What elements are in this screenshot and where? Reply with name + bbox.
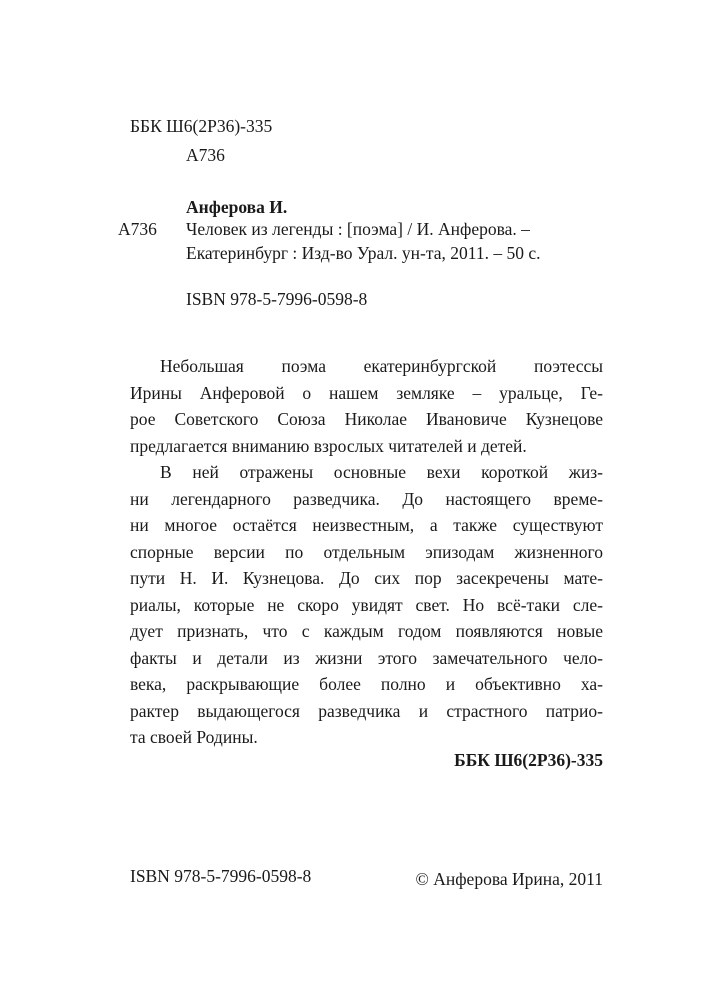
copyright: © Анферова Ирина, 2011 — [415, 869, 603, 889]
annotation-line: века, раскрывающие более полно и объективно ха- — [130, 674, 603, 694]
title-line-2: Екатеринбург : Изд-во Урал. ун-та, 2011. – 50 с. — [186, 243, 541, 263]
annotation-line: ни легендарного разведчика. До настоящего време- — [130, 488, 603, 509]
footer-isbn: ISBN 978-5-7996-0598-8 — [130, 866, 312, 886]
catalog-isbn: ISBN 978-5-7996-0598-8 — [186, 289, 368, 309]
title-line-1: Человек из легенды : [поэма] / И. Анферова. – — [186, 219, 530, 239]
bbk-code: ББК Ш6(2Р36)-335 — [130, 116, 273, 136]
author-mark: А736 — [186, 145, 225, 165]
bbk-code-bottom: ББК Ш6(2Р36)-335 — [454, 750, 603, 770]
annotation-line: Ирины Анферовой о нашем земляке – уральце, Ге- — [130, 382, 603, 403]
annotation-line: риалы, которые не скоро увидят свет. Но всё-таки сле- — [130, 594, 603, 615]
annotation-line: ни многое остаётся неизвестным, а также существуют — [130, 515, 603, 535]
annotation-line: пути Н. И. Кузнецова. До сих пор засекречены мате- — [130, 568, 603, 588]
author-name: Анферова И. — [186, 197, 288, 217]
annotation-line: рое Советского Союза Николае Ивановиче Кузнецове — [130, 409, 603, 429]
annotation-line: Небольшая поэма екатеринбургской поэтессы — [160, 356, 603, 376]
annotation-line: предлагается вниманию взрослых читателей и детей. — [130, 435, 527, 456]
annotation-line: факты и детали из жизни этого замечательного чело- — [130, 647, 603, 668]
annotation-paragraph-2 — [130, 459, 603, 751]
annotation-line: В ней отражены основные вехи короткой жиз- — [160, 462, 603, 482]
annotation-line: та своей Родины. — [130, 727, 258, 747]
annotation-line: рактер выдающегося разведчика и страстного патрио- — [130, 700, 603, 721]
author-mark-left: А736 — [118, 219, 157, 239]
annotation-line: спорные версии по отдельным эпизодам жизненного — [130, 541, 603, 562]
annotation-paragraph-1 — [130, 353, 603, 459]
annotation-line: дует признать, что с каждым годом появляются новые — [130, 621, 603, 641]
